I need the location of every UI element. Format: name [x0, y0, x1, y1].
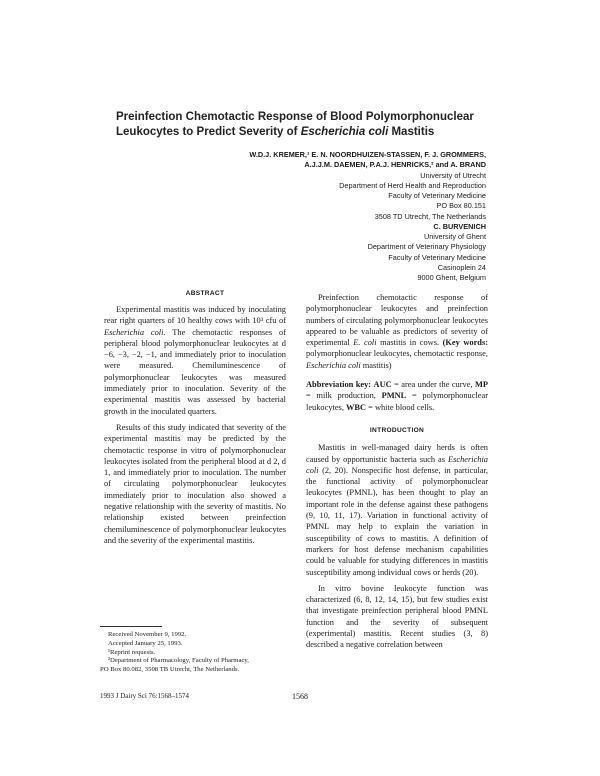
species: Escherichia coli	[104, 327, 164, 337]
affiliation-line: Casinoplein 24	[437, 262, 486, 272]
text: = area under the curve,	[391, 380, 475, 390]
journal-reference: 1993 J Dairy Sci 76:1568–1574	[100, 692, 190, 700]
footnote-reprint: ¹Reprint requests.	[108, 648, 156, 656]
footnote-address: PO Box 80.082, 3508 TB Utrecht, The Netherlands.	[100, 666, 240, 674]
article-title	[116, 110, 536, 140]
text: . The chemotactic responses of peripheral blood polymorphonuclear leukocytes at d −6, −3, −2, −1, and immediately prior to inoculation were measured. Chemiluminescence of polymorphonuclear leukocytes was measured immediately prior to inoculation. Severity of the experimental mastitis was assessed by bacterial growth in the inoculated quarters.	[104, 327, 287, 416]
text: = polymorphonuclear leukocytes,	[306, 391, 488, 412]
abbr: AUC	[373, 380, 392, 390]
title-line-1: Preinfection Chemotactic Response of Blood Polymorphonuclear	[116, 111, 474, 123]
abstract-heading: ABSTRACT	[185, 290, 225, 297]
text: Preinfection chemotactic response of polymorphonuclear leukocytes and preinfection numbers of circulating polymorphonuclear leukocytes appeared to be valuable as predictors of severity of experimental	[306, 293, 488, 348]
affiliation-line: Faculty of Veterinary Medicine	[388, 191, 486, 201]
title-line-2	[116, 125, 536, 140]
affiliation-2	[368, 232, 486, 283]
affiliation-line: University of Ghent	[423, 232, 486, 241]
right-column	[306, 292, 488, 651]
abbreviation-key	[306, 379, 488, 413]
affiliation-line: 9000 Ghent, Belgium	[417, 273, 486, 283]
title-species: Escherichia coli	[300, 126, 389, 138]
introduction-paragraph-1	[306, 442, 488, 578]
text: (2, 20). Nonspecific host defense, in particular, the functional activity of polymorphonuclear leukocytes (PMNL), has been thought to play an important role in the defense against these pathogens (9, 10, 11, 17). Variation in functional activity of PMNL may help to explain the variation in susceptibility of cows to mastitis. A definition of markers for host defense mechanism capabilities could be valuable for studying differences in mastitis susceptibility among individual cows or herds (20).	[306, 465, 488, 577]
affiliation-line: 3508 TD Utrecht, The Netherlands	[374, 211, 486, 221]
text: = white blood cells.	[366, 402, 435, 412]
footnote-accepted: Accepted January 25, 1993.	[108, 639, 183, 647]
introduction-paragraph-2: In vitro bovine leukocyte function was characterized (6, 8, 12, 14, 15), but few studies exist that investigate preinfection peripheral blood PMNL function and the severity of subsequent (experimental) mastitis. Recent studies (3, 8) described a negative correlation between	[306, 583, 488, 650]
footnotes	[100, 631, 315, 675]
abbreviation-label: Abbreviation key:	[306, 380, 372, 390]
author-line-1: W.D.J. KREMER,¹ E. N. NOORDHUIZEN-STASSEN, F. J. GROMMERS,	[249, 150, 486, 159]
abbr: PMNL	[381, 391, 407, 401]
text: mastitis)	[360, 360, 392, 370]
title-text-end: Mastitis	[388, 126, 435, 138]
text: Experimental mastitis was induced by inoculating rear right quarters of 10 healthy cows with 10³ cfu of	[104, 305, 286, 326]
affiliation-line: Department of Veterinary Physiology	[367, 242, 486, 252]
affiliation-line: University of Utrecht	[420, 170, 486, 180]
title-text: Leukocytes to Predict Severity of	[116, 126, 301, 138]
text: Mastitis in well-managed dairy herds is often caused by opportunistic bacteria such as	[306, 443, 488, 464]
footnote-received: Received November 9, 1992.	[108, 631, 187, 638]
text: = milk production,	[306, 391, 382, 401]
abbr: WBC	[346, 402, 367, 412]
affiliation-line: PO Box 80.151	[436, 201, 486, 211]
introduction-heading: INTRODUCTION	[369, 426, 425, 434]
abstract-body	[104, 304, 286, 546]
author-list	[249, 150, 486, 222]
affiliation-line: Faculty of Veterinary Medicine	[388, 252, 486, 262]
page-number: 1568	[292, 692, 308, 701]
abbr: MP	[474, 380, 489, 390]
summary-paragraph	[306, 292, 488, 371]
affiliation-line: Department of Herd Health and Reproduction	[339, 180, 486, 190]
abstract-paragraph-2: Results of this study indicated that severity of the experimental mastitis may be predicted by the chemotactic response in vitro of polymorphonuclear leukocytes isolated from the peripheral blood at d 2, d 1, and immediately prior to inoculation. The number of circulating polymorphonuclear leukocytes immediately prior to inoculation also showed a negative relationship with the severity of mastitis. No relationship existed between preinfection chemiluminescence of polymorphonuclear leukocytes and the severity of the experimental mastitis.	[104, 422, 286, 545]
author-line-2: A.J.J.M. DAEMEN, P.A.J. HENRICKS,² and A. BRAND	[304, 160, 486, 170]
footnote-rule	[100, 626, 162, 627]
species: Escherichia coli	[306, 454, 488, 475]
author-2: C. BURVENICH	[433, 222, 486, 231]
abstract-paragraph-1	[104, 304, 286, 417]
affiliation-1	[249, 171, 486, 222]
species: Escherichia coli	[306, 360, 361, 370]
footnote-department: ²Department of Pharmacology, Faculty of Pharmacy,	[108, 657, 249, 665]
species: E. coli	[353, 338, 377, 348]
text: mastitis in cows.	[376, 338, 440, 348]
text: polymorphonuclear leukocytes, chemotactic response,	[306, 349, 488, 359]
key-words-label: (Key words:	[442, 338, 488, 348]
